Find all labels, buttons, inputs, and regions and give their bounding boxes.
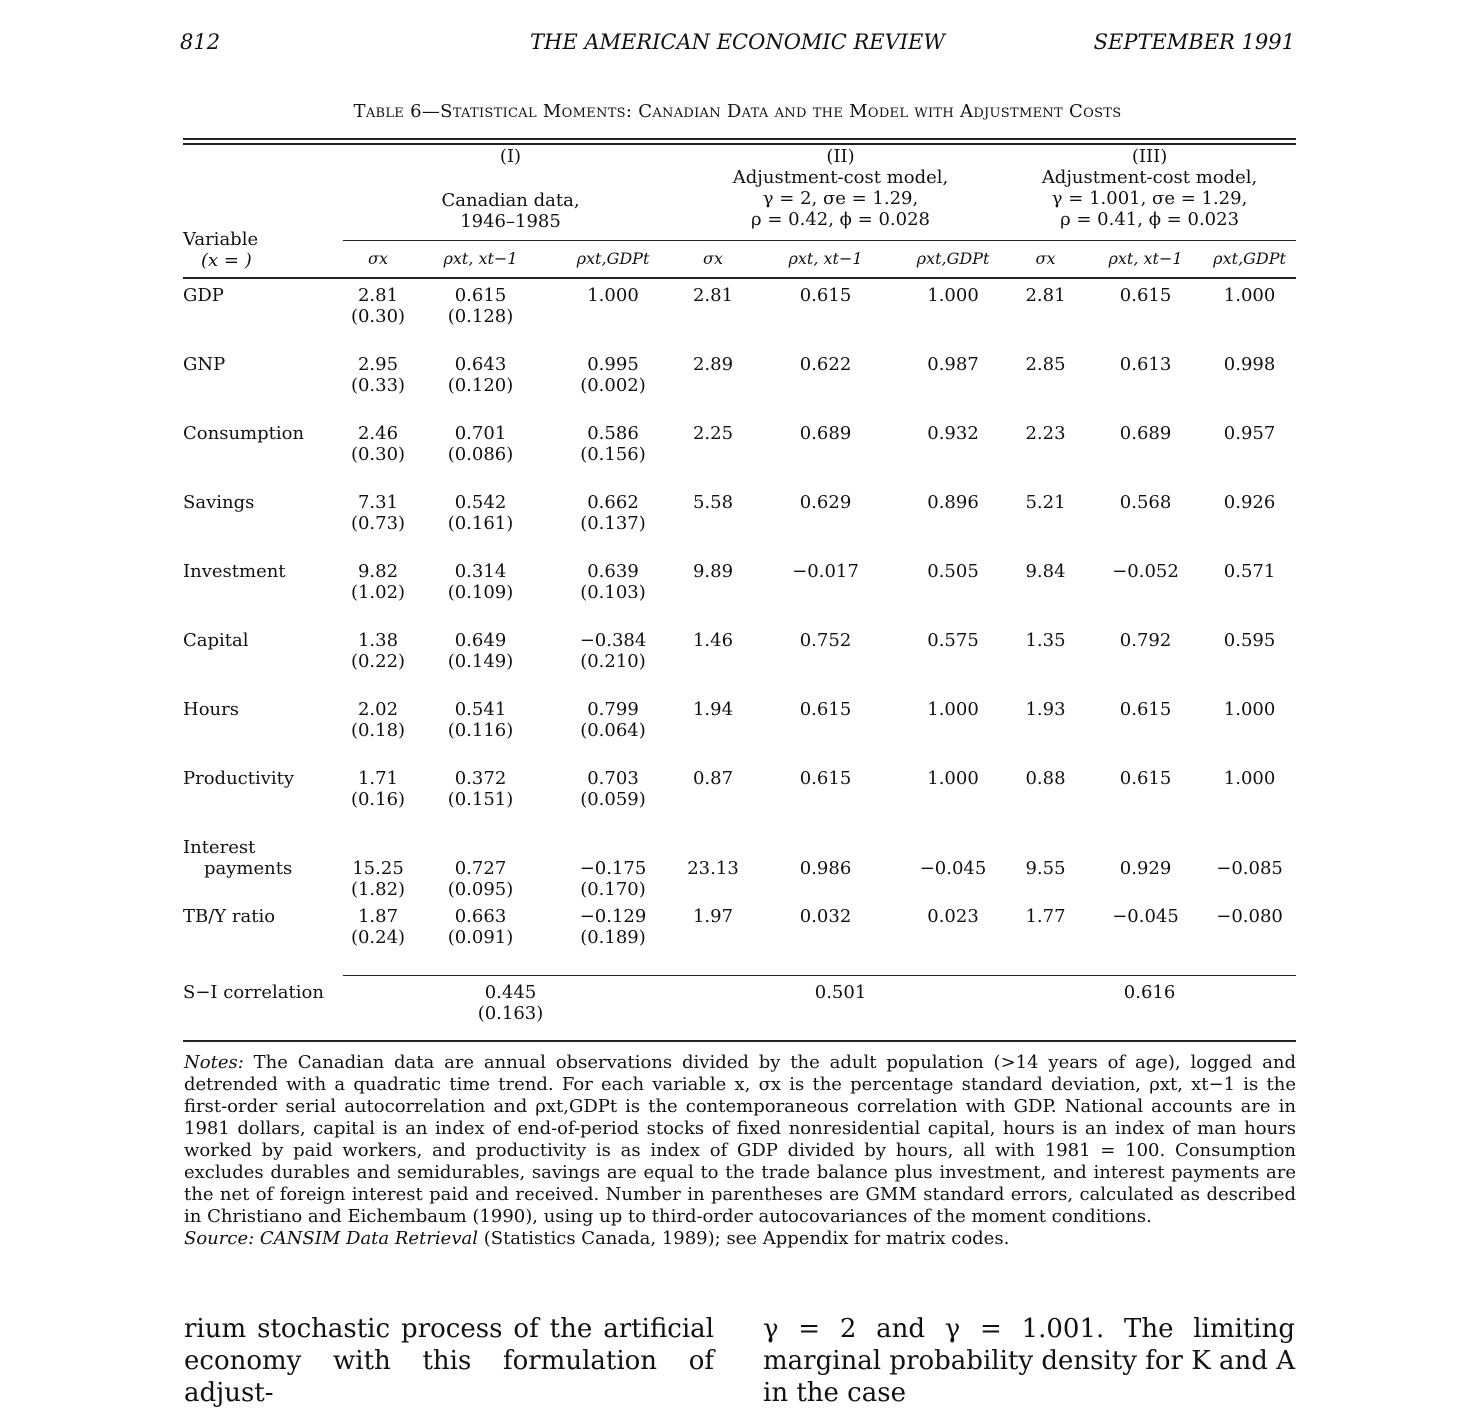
table-cell	[748, 906, 903, 976]
cell-value: 2.95	[357, 354, 399, 375]
cell-value: 0.615	[799, 285, 852, 306]
table-cell	[413, 354, 548, 423]
table-bottom-rule	[183, 1040, 1296, 1042]
cell-value: −0.080	[1216, 906, 1283, 927]
table-cell	[548, 492, 678, 561]
table-cell	[1003, 699, 1088, 768]
table-row	[183, 561, 1296, 630]
table-cell	[1088, 275, 1203, 354]
table-cell	[343, 354, 413, 423]
cell-standard-error: (0.16)	[350, 789, 406, 810]
si-correlation-row	[183, 976, 1296, 1033]
panel-numeral: (II)	[826, 146, 855, 167]
table-cell	[903, 354, 1003, 423]
cell-value: 0.615	[1119, 768, 1172, 789]
row-label	[183, 906, 343, 976]
cell-value: 0.032	[799, 906, 852, 927]
table-cell	[413, 275, 548, 354]
cell-value: 0.792	[1119, 630, 1172, 651]
cell-value: 0.87	[692, 768, 734, 789]
table-cell	[748, 768, 903, 837]
table-cell	[748, 837, 903, 906]
cell-value: 0.995	[587, 354, 639, 375]
variable-header	[183, 146, 343, 275]
cell-value: 0.639	[587, 561, 639, 582]
cell-standard-error: (0.095)	[447, 879, 514, 900]
table-cell	[748, 275, 903, 354]
cell-standard-error: (1.02)	[350, 582, 406, 603]
cell-value: 1.38	[357, 630, 399, 651]
table-cell	[343, 561, 413, 630]
table-cell	[1088, 837, 1203, 906]
table-row	[183, 837, 1296, 906]
cell-value: 0.615	[454, 285, 507, 306]
source-label: Source:	[184, 1228, 255, 1249]
table-row	[183, 423, 1296, 492]
table-cell	[343, 423, 413, 492]
cell-value: 2.46	[357, 423, 399, 444]
cell-standard-error: (0.151)	[447, 789, 514, 810]
table-cell	[413, 768, 548, 837]
statistical-moments-table	[183, 146, 1296, 1032]
cell-value: 2.81	[692, 285, 734, 306]
table-cell	[548, 423, 678, 492]
cell-value: 15.25	[352, 858, 404, 879]
row-label-line1: Savings	[183, 492, 255, 513]
cell-value: 0.932	[927, 423, 979, 444]
cell-value: 0.575	[927, 630, 979, 651]
row-label	[183, 561, 343, 630]
table-row	[183, 354, 1296, 423]
table-cell	[903, 699, 1003, 768]
table-cell	[1088, 906, 1203, 976]
table-cell	[678, 492, 748, 561]
col-header-autocorr: ρxt, xt−1	[413, 241, 548, 276]
table-cell	[343, 837, 413, 906]
cell-value: 0.568	[1119, 492, 1172, 513]
cell-value: 0.629	[799, 492, 852, 513]
row-label	[183, 354, 343, 423]
cell-standard-error: (0.116)	[447, 720, 514, 741]
cell-value: 1.000	[1223, 768, 1276, 789]
header-bottom-rule	[183, 277, 1296, 279]
table-cell	[548, 354, 678, 423]
table-cell	[678, 630, 748, 699]
table-cell	[1003, 275, 1088, 354]
table-cell	[548, 630, 678, 699]
cell-standard-error: (0.109)	[447, 582, 514, 603]
table-cell	[413, 423, 548, 492]
cell-value: 0.615	[1119, 285, 1172, 306]
table-cell	[678, 699, 748, 768]
table-cell	[678, 906, 748, 976]
table-cell	[1003, 630, 1088, 699]
table-cell	[678, 768, 748, 837]
cell-standard-error: (0.091)	[447, 927, 514, 948]
table-cell	[1003, 837, 1088, 906]
row-label-line1: Productivity	[183, 768, 295, 789]
panel-header-1	[343, 146, 678, 241]
cell-standard-error: (0.163)	[477, 1003, 544, 1024]
table-cell	[413, 837, 548, 906]
panel-line1: Canadian data,	[441, 190, 580, 211]
cell-value: 0.998	[1223, 354, 1276, 375]
body-column-right: γ = 2 and γ = 1.001. The limiting marginal probability density for K and A in the case	[763, 1314, 1295, 1408]
panel-numeral: (III)	[1131, 146, 1168, 167]
table-cell	[343, 768, 413, 837]
notes-label: Notes:	[184, 1052, 244, 1073]
col-header-gdpcorr: ρxt,GDPt	[1203, 241, 1296, 276]
table-cell	[343, 275, 413, 354]
cell-value: 0.615	[799, 768, 852, 789]
col-header-autocorr: ρxt, xt−1	[1088, 241, 1203, 276]
row-label-line1: Consumption	[183, 423, 305, 444]
cell-value: 1.000	[587, 285, 639, 306]
panel2-correlation	[678, 976, 1003, 1033]
table-row	[183, 492, 1296, 561]
table-row	[183, 275, 1296, 354]
cell-value: 1.71	[357, 768, 399, 789]
row-label-line1: GDP	[183, 285, 224, 306]
col-header-autocorr: ρxt, xt−1	[748, 241, 903, 276]
row-label-line1: S−I correlation	[183, 981, 324, 1003]
cell-value: 1.000	[927, 768, 979, 789]
table-cell	[1088, 630, 1203, 699]
table-cell	[548, 768, 678, 837]
table-cell	[1088, 768, 1203, 837]
cell-value: 0.615	[1119, 699, 1172, 720]
panel-line1: Adjustment-cost model,	[1041, 167, 1258, 188]
table-cell	[748, 492, 903, 561]
row-label	[183, 275, 343, 354]
table-cell	[678, 561, 748, 630]
table-cell	[678, 354, 748, 423]
panel-line2: γ = 2, σe = 1.29,	[762, 188, 919, 209]
cell-value: 0.799	[587, 699, 639, 720]
source-title: CANSIM Data Retrieval	[259, 1228, 478, 1249]
row-label	[183, 768, 343, 837]
cell-standard-error: (0.103)	[580, 582, 646, 603]
table-cell	[413, 561, 548, 630]
panel-line2: 1946–1985	[460, 211, 561, 232]
col-header-sigma: σx	[678, 241, 748, 276]
table-cell	[903, 768, 1003, 837]
cell-value: 1.94	[692, 699, 734, 720]
cell-value: 0.445	[484, 982, 537, 1003]
cell-standard-error: (0.161)	[447, 513, 514, 534]
panel-header-2	[678, 146, 1003, 241]
cell-value: 7.31	[357, 492, 399, 513]
cell-value: 0.957	[1223, 423, 1276, 444]
panel3-correlation	[1003, 976, 1296, 1033]
table-body	[183, 275, 1296, 1032]
cell-standard-error: (0.170)	[580, 879, 646, 900]
row-label	[183, 699, 343, 768]
panel1-correlation	[343, 976, 678, 1033]
table-cell	[1203, 768, 1296, 837]
cell-value: 0.586	[587, 423, 639, 444]
panel-line3: ρ = 0.41, ϕ = 0.023	[1060, 209, 1240, 230]
table-cell	[1203, 906, 1296, 976]
cell-standard-error: (0.30)	[350, 306, 406, 327]
cell-value: 0.929	[1119, 858, 1172, 879]
cell-value: 0.541	[454, 699, 507, 720]
row-label-line2: payments	[204, 858, 293, 879]
cell-standard-error: (0.22)	[350, 651, 406, 672]
cell-value: 0.649	[454, 630, 507, 651]
cell-value: 0.88	[1025, 768, 1066, 789]
notes-text: The Canadian data are annual observations divided by the adult population (>14 years of age), logged and detrended with a quadratic time trend. For each variable x, σx is the percentage standard deviation, ρxt, xt−1 is the first-order serial autocorrelation and ρxt,GDPt is the contemporaneous correlation with GDP. National accounts are in 1981 dollars, capital is an index of end-of-period stocks of fixed nonresidential capital, hours is an index of man hours worked by paid workers, and productivity is as index of GDP divided by hours, all with 1981 = 100. Consumption excludes durables and semidurables, savings are equal to the trade balance plus investment, and interest payments are the net of foreign interest paid and received. Number in parentheses are GMM standard errors, calculated as described in Christiano and Eichembaum (1990), using up to third-order autocovariances of the moment conditions.	[184, 1052, 1296, 1227]
cell-value: 2.23	[1025, 423, 1066, 444]
cell-value: 9.89	[692, 561, 734, 582]
source-text: (Statistics Canada, 1989); see Appendix for matrix codes.	[483, 1228, 1010, 1249]
cell-value: 0.986	[799, 858, 852, 879]
table-cell	[1003, 354, 1088, 423]
cell-value: 0.501	[814, 982, 867, 1003]
table-top-rule-2	[183, 143, 1296, 145]
col-header-sigma: σx	[1003, 241, 1088, 276]
cell-value: 0.896	[927, 492, 979, 513]
table-cell	[343, 630, 413, 699]
cell-standard-error: (0.137)	[580, 513, 646, 534]
table-cell	[1003, 768, 1088, 837]
table-cell	[1203, 699, 1296, 768]
panel-numeral: (I)	[499, 146, 522, 167]
table-cell	[1003, 492, 1088, 561]
cell-value: 5.21	[1025, 492, 1066, 513]
table-cell	[903, 492, 1003, 561]
table-cell	[1003, 561, 1088, 630]
cell-value: 0.372	[454, 768, 507, 789]
cell-value: 2.81	[357, 285, 399, 306]
cell-value: 2.25	[692, 423, 734, 444]
table-top-rule	[183, 138, 1296, 140]
table-cell	[748, 630, 903, 699]
cell-value: 23.13	[687, 858, 739, 879]
panel-line3: ρ = 0.42, ϕ = 0.028	[751, 209, 930, 230]
col-header-sigma: σx	[343, 241, 413, 276]
table-cell	[748, 354, 903, 423]
table-cell	[903, 630, 1003, 699]
table-cell	[1088, 354, 1203, 423]
cell-value: 0.727	[454, 858, 507, 879]
table-cell	[903, 837, 1003, 906]
table-cell	[678, 423, 748, 492]
cell-value: 1.77	[1025, 906, 1066, 927]
cell-value: 1.000	[1223, 285, 1276, 306]
cell-value: 0.616	[1123, 982, 1176, 1003]
row-label	[183, 423, 343, 492]
issue-date: SEPTEMBER 1991	[1093, 30, 1295, 54]
table-cell	[1203, 423, 1296, 492]
table-cell	[903, 561, 1003, 630]
cell-standard-error: (1.82)	[350, 879, 406, 900]
cell-value: 0.615	[799, 699, 852, 720]
table-cell	[413, 492, 548, 561]
table-cell	[1003, 906, 1088, 976]
cell-value: 0.662	[587, 492, 639, 513]
cell-standard-error: (0.086)	[447, 444, 514, 465]
journal-name: THE AMERICAN ECONOMIC REVIEW	[530, 30, 945, 54]
table-cell	[548, 906, 678, 976]
row-label	[183, 976, 343, 1033]
cell-value: 9.84	[1025, 561, 1066, 582]
cell-value: 0.571	[1223, 561, 1276, 582]
cell-value: −0.052	[1112, 561, 1179, 582]
variable-header-line2: (x = )	[201, 250, 252, 271]
table-cell	[748, 699, 903, 768]
table-cell	[1088, 699, 1203, 768]
cell-value: 0.752	[799, 630, 852, 651]
cell-value: 0.023	[927, 906, 979, 927]
row-label-line1: Hours	[183, 699, 239, 720]
table-cell	[1203, 275, 1296, 354]
row-label	[183, 492, 343, 561]
cell-value: 1.000	[1223, 699, 1276, 720]
table-cell	[1203, 561, 1296, 630]
cell-value: 0.613	[1119, 354, 1172, 375]
cell-standard-error: (0.189)	[580, 927, 646, 948]
cell-value: 0.987	[927, 354, 979, 375]
table-cell	[1088, 423, 1203, 492]
row-label-line1: GNP	[183, 354, 226, 375]
table-cell	[903, 423, 1003, 492]
cell-standard-error: (0.30)	[350, 444, 406, 465]
cell-value: 9.82	[357, 561, 399, 582]
cell-value: 0.703	[587, 768, 639, 789]
table-cell	[748, 423, 903, 492]
row-label-line1: Interest	[183, 837, 256, 858]
cell-value: 1.93	[1025, 699, 1066, 720]
table-cell	[548, 699, 678, 768]
table-cell	[1003, 423, 1088, 492]
variable-header-line1: Variable	[183, 229, 259, 250]
cell-value: 0.689	[799, 423, 852, 444]
cell-value: 0.542	[454, 492, 507, 513]
table-cell	[1203, 837, 1296, 906]
table-cell	[903, 275, 1003, 354]
cell-value: 1.35	[1025, 630, 1066, 651]
cell-value: 1.000	[927, 285, 979, 306]
cell-value: 1.97	[692, 906, 734, 927]
table-row	[183, 699, 1296, 768]
table-cell	[748, 561, 903, 630]
cell-value: −0.384	[579, 630, 647, 651]
table-cell	[903, 906, 1003, 976]
page-number: 812	[180, 30, 221, 54]
cell-value: 2.81	[1025, 285, 1066, 306]
table-cell	[1203, 354, 1296, 423]
cell-value: 2.02	[357, 699, 399, 720]
table-cell	[678, 837, 748, 906]
table-cell	[343, 906, 413, 976]
cell-standard-error: (0.059)	[580, 789, 646, 810]
col-header-gdpcorr: ρxt,GDPt	[903, 241, 1003, 276]
body-column-left: rium stochastic process of the artificial economy with this formulation of adjust-	[184, 1314, 714, 1408]
cell-standard-error: (0.24)	[350, 927, 406, 948]
cell-value: 2.85	[1025, 354, 1066, 375]
table-row	[183, 906, 1296, 976]
row-label-line1: TB/Y ratio	[183, 906, 276, 927]
cell-value: 0.595	[1223, 630, 1276, 651]
cell-value: 0.689	[1119, 423, 1172, 444]
cell-value: 2.89	[692, 354, 734, 375]
table-cell	[678, 275, 748, 354]
cell-value: 0.622	[799, 354, 852, 375]
running-head	[180, 30, 1295, 60]
table-cell	[1088, 561, 1203, 630]
row-label-line1: Investment	[183, 561, 286, 582]
cell-value: 0.701	[454, 423, 507, 444]
cell-value: −0.017	[792, 561, 859, 582]
cell-value: 0.314	[454, 561, 507, 582]
cell-value: −0.045	[1112, 906, 1179, 927]
cell-standard-error: (0.128)	[447, 306, 514, 327]
table-cell	[343, 699, 413, 768]
table-cell	[548, 561, 678, 630]
table-cell	[1203, 492, 1296, 561]
cell-value: 0.926	[1223, 492, 1276, 513]
table-row	[183, 768, 1296, 837]
cell-standard-error: (0.18)	[350, 720, 406, 741]
table-cell	[413, 699, 548, 768]
cell-value: 0.505	[927, 561, 979, 582]
cell-value: 0.663	[454, 906, 507, 927]
table-cell	[548, 837, 678, 906]
cell-value: −0.085	[1216, 858, 1283, 879]
col-header-gdpcorr: ρxt,GDPt	[548, 241, 678, 276]
cell-value: 9.55	[1025, 858, 1066, 879]
cell-standard-error: (0.064)	[580, 720, 646, 741]
table-title: Table 6—Statistical Moments: Canadian Data and the Model with Adjustment Costs	[353, 101, 1122, 122]
table-cell	[413, 630, 548, 699]
cell-value: −0.129	[579, 906, 647, 927]
panel-line2: γ = 1.001, σe = 1.29,	[1051, 188, 1248, 209]
table-notes	[184, 1052, 1296, 1250]
cell-standard-error: (0.73)	[350, 513, 406, 534]
cell-value: 1.87	[357, 906, 399, 927]
cell-value: −0.175	[579, 858, 647, 879]
row-label	[183, 837, 343, 906]
panel-header-3	[1003, 146, 1296, 241]
table-cell	[1088, 492, 1203, 561]
cell-standard-error: (0.156)	[580, 444, 646, 465]
cell-value: −0.045	[919, 858, 987, 879]
cell-value: 5.58	[692, 492, 734, 513]
row-label	[183, 630, 343, 699]
table-row	[183, 630, 1296, 699]
table-cell	[343, 492, 413, 561]
row-label-line1: Capital	[183, 630, 249, 651]
table-cell	[413, 906, 548, 976]
cell-standard-error: (0.210)	[580, 651, 646, 672]
cell-value: 1.46	[692, 630, 734, 651]
cell-value: 1.000	[927, 699, 979, 720]
table-cell	[548, 275, 678, 354]
table-cell	[1203, 630, 1296, 699]
cell-standard-error: (0.33)	[350, 375, 406, 396]
cell-standard-error: (0.120)	[447, 375, 514, 396]
cell-standard-error: (0.002)	[580, 375, 646, 396]
cell-value: 0.643	[454, 354, 507, 375]
cell-standard-error: (0.149)	[447, 651, 514, 672]
panel-line1: Adjustment-cost model,	[732, 167, 949, 188]
